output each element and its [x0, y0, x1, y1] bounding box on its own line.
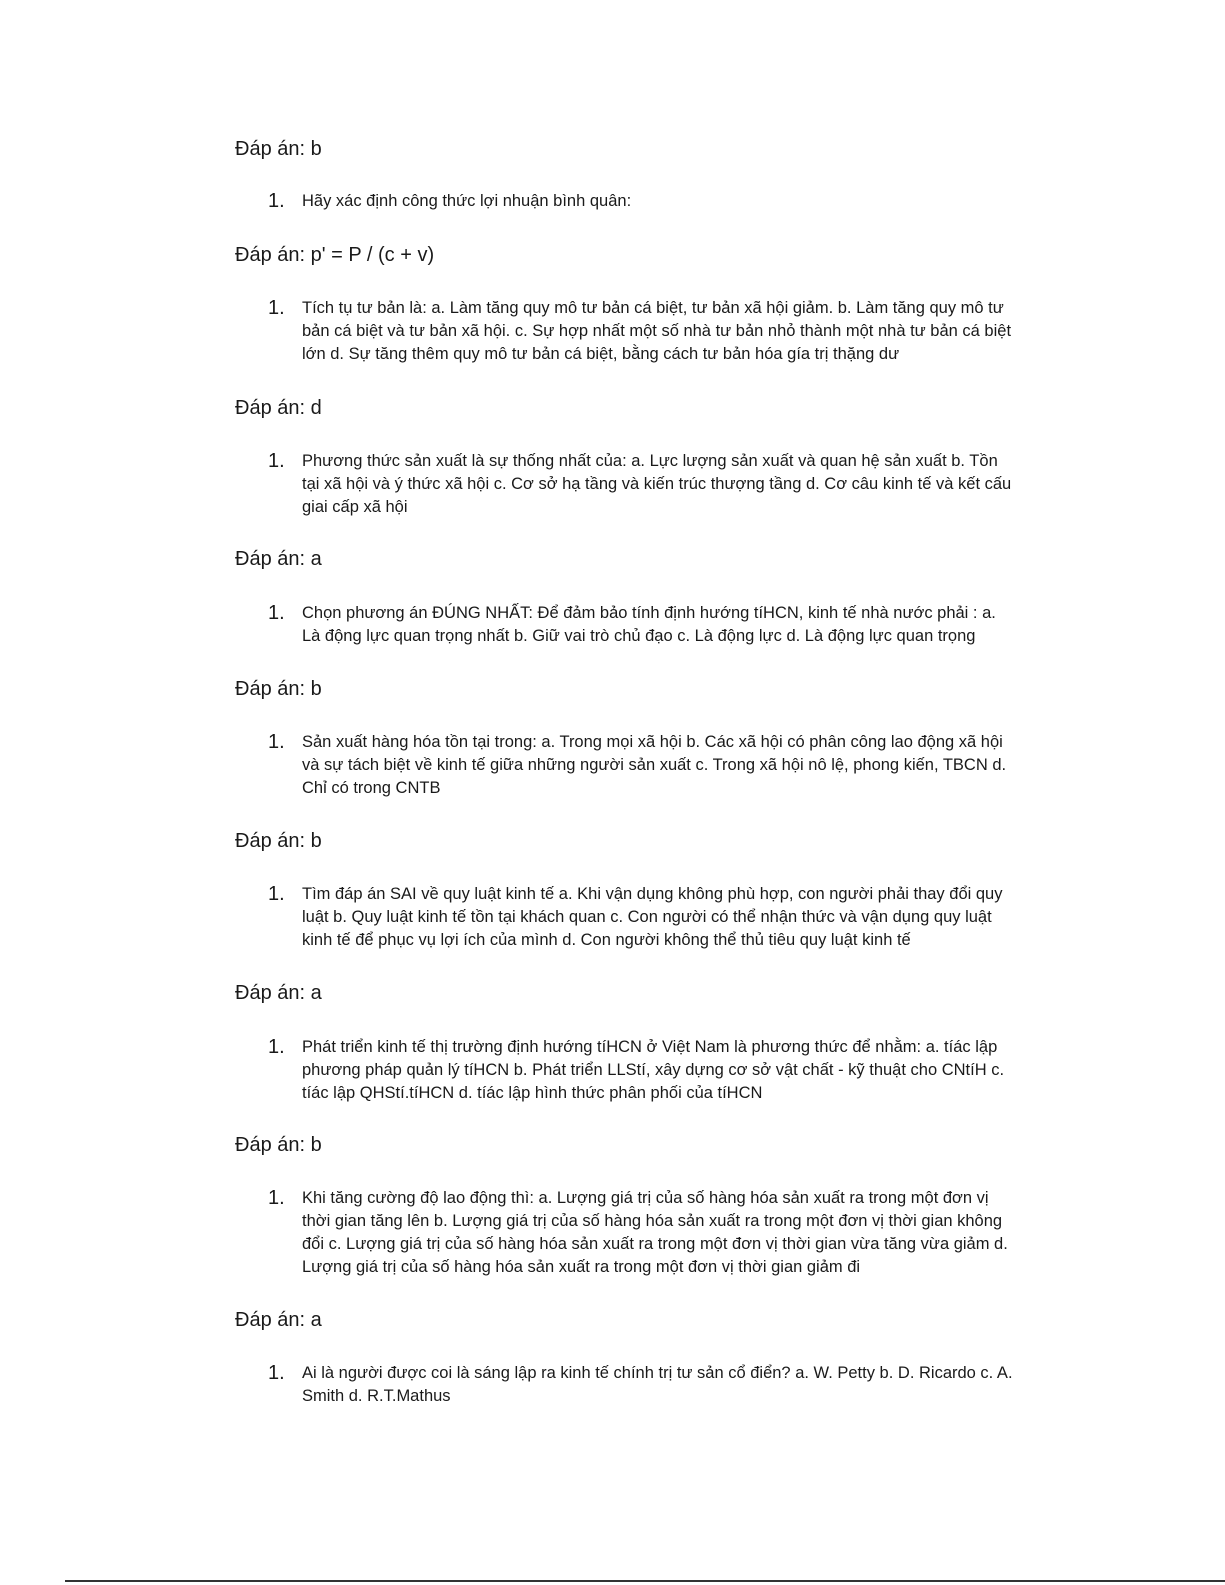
question-number: 1.	[268, 450, 285, 472]
question-number: 1.	[268, 602, 285, 624]
answer-line: Đáp án: b	[235, 678, 322, 700]
answer-line: Đáp án: d	[235, 397, 322, 419]
answer-line: Đáp án: b	[235, 1134, 322, 1156]
question-text: Phát triển kinh tế thị trường định hướng tíHCN ở Việt Nam là phương thức để nhằm: a. tíác lập phương pháp quản lý tíHCN b. Phát triển LLStí, xây dựng cơ sở vật chất - kỹ thuật cho CNtíH c. tíác lập QHStí.tíHCN d. tíác lập hình thức phân phối của tíHCN	[302, 1038, 1005, 1102]
question-text: Ai là người được coi là sáng lập ra kinh tế chính trị tư sản cổ điển? a. W. Petty b. D. Ricardo c. A. Smith d. R.T.Mathus	[302, 1364, 1013, 1405]
question-text: Hãy xác định công thức lợi nhuận bình quân:	[302, 192, 632, 210]
question-number: 1.	[268, 297, 285, 319]
answer-line: Đáp án: a	[235, 982, 322, 1004]
answer-line: Đáp án: a	[235, 548, 322, 570]
answer-line: Đáp án: p' = P / (c + v)	[235, 244, 435, 266]
answer-line: Đáp án: a	[235, 1309, 322, 1331]
question-number: 1.	[268, 1036, 285, 1058]
question-text: Khi tăng cường độ lao động thì: a. Lượng giá trị của số hàng hóa sản xuất ra trong một đơn vị thời gian tăng lên b. Lượng giá trị của số hàng hóa sản xuất ra trong một đơn vị thời gian không đổi c. Lượng giá trị của số hàng hóa sản xuất ra trong một đơn vị thời gian vừa tăng vừa giảm d. Lượng giá trị của số hàng hóa sản xuất ra trong một đơn vị thời gian giảm đi	[302, 1189, 1008, 1276]
question-number: 1.	[268, 190, 285, 212]
question-number: 1.	[268, 731, 285, 753]
answer-line: Đáp án: b	[235, 138, 322, 160]
question-text: Chọn phương án ĐÚNG NHẤT: Để đảm bảo tính định hướng tíHCN, kinh tế nhà nước phải : a. Là động lực quan trọng nhất b. Giữ vai trò chủ đạo c. Là động lực d. Là động lực quan trọng	[302, 604, 996, 645]
question-number: 1.	[268, 1362, 285, 1384]
question-text: Phương thức sản xuất là sự thống nhất của: a. Lực lượng sản xuất và quan hệ sản xuất b. Tồn tại xã hội và ý thức xã hội c. Cơ sở hạ tầng và kiến trúc thượng tầng d. Cơ câu kinh tế và kết cấu giai cấp xã hội	[302, 452, 1012, 516]
question-text: Tích tụ tư bản là: a. Làm tăng quy mô tư bản cá biệt, tư bản xã hội giảm. b. Làm tăng quy mô tư bản cá biệt và tư bản xã hội. c. Sự hợp nhất một số nhà tư bản nhỏ thành một nhà tư bản cá biệt lớn d. Sự tăng thêm quy mô tư bản cá biệt, bằng cách tư bản hóa gía trị thặng dư	[302, 299, 1012, 363]
question-number: 1.	[268, 883, 285, 905]
question-text: Sản xuất hàng hóa tồn tại trong: a. Trong mọi xã hội b. Các xã hội có phân công lao động xã hội và sự tách biệt về kinh tế giữa những người sản xuất c. Trong xã hội nô lệ, phong kiến, TBCN d. Chỉ có trong CNTB	[302, 733, 1007, 797]
answer-line: Đáp án: b	[235, 830, 322, 852]
page-bottom-border	[65, 1580, 1225, 1582]
question-number: 1.	[268, 1187, 285, 1209]
question-text: Tìm đáp án SAI về quy luật kinh tế a. Khi vận dụng không phù hợp, con người phải thay đổi quy luật b. Quy luật kinh tế tồn tại khách quan c. Con người có thể nhận thức và vận dụng quy luật kinh tế để phục vụ lợi ích của mình d. Con người không thể thủ tiêu quy luật kinh tế	[302, 885, 1003, 949]
